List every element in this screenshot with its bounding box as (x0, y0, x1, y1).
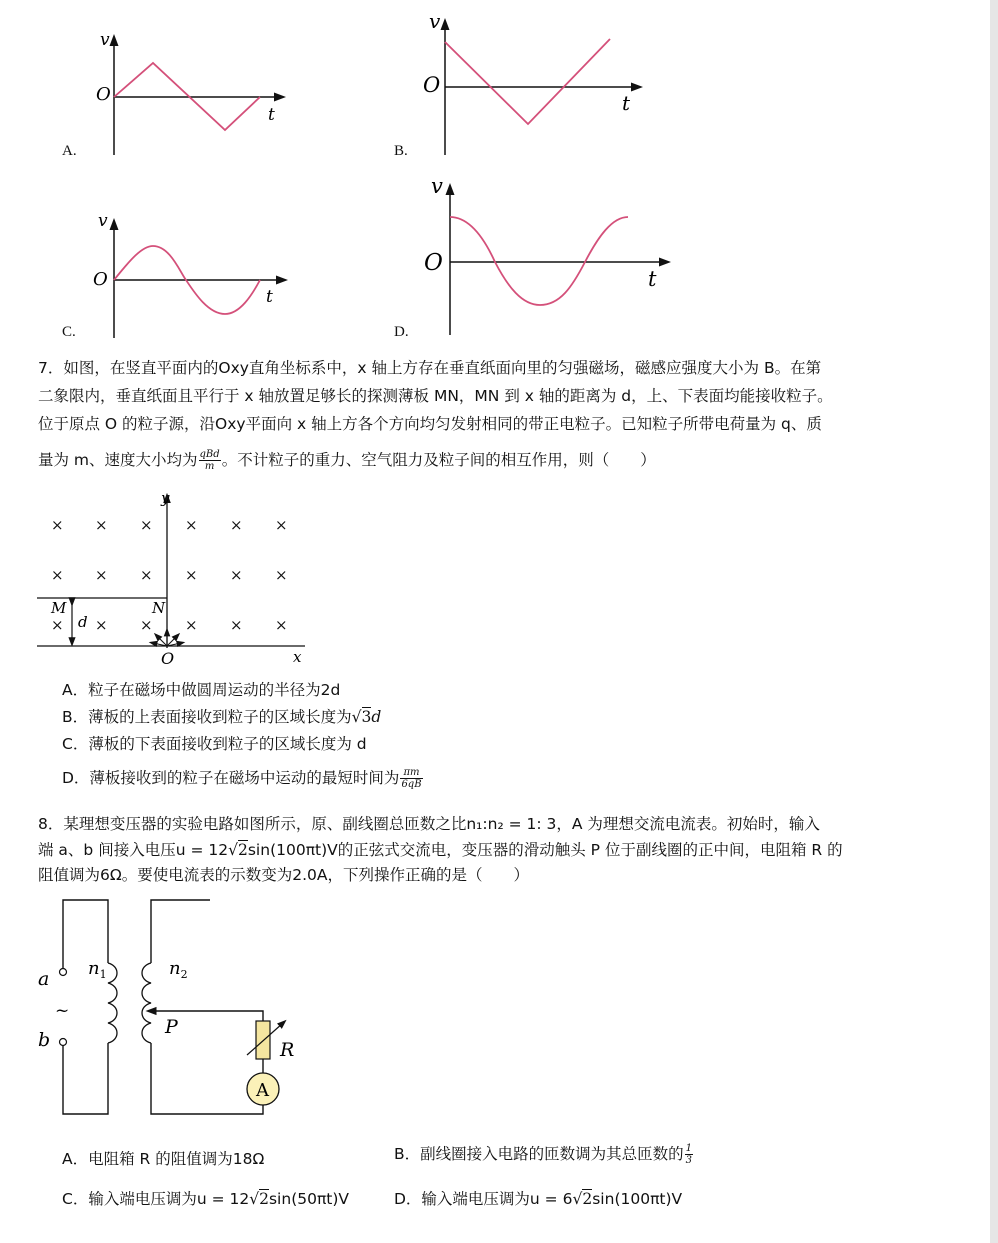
plate-m-label: M (51, 599, 67, 617)
q8-option-a: A．电阻箱 R 的阻值调为18Ω (62, 1150, 265, 1168)
svg-text:×: × (230, 616, 243, 634)
speed-fraction: $\frac{\text{qBd}}{m}$ (199, 449, 220, 472)
svg-text:×: × (275, 516, 288, 534)
time-fraction: $\frac{\pi m}{6qB}$ (401, 767, 422, 790)
q7-magnetic-field-figure (35, 490, 315, 670)
q8-transformer-circuit (35, 893, 315, 1128)
svg-text:×: × (140, 516, 153, 534)
t-axis-label: t (266, 287, 273, 307)
graph-d (420, 175, 680, 340)
svg-text:×: × (140, 616, 153, 634)
v-axis-label: v (431, 174, 443, 198)
svg-text:×: × (51, 566, 64, 584)
graph-a (90, 30, 290, 160)
resistor-r-label: R (280, 1039, 295, 1061)
turns-fraction: $\frac{1}{3}$ (685, 1143, 693, 1166)
ac-source-symbol: ~ (55, 1001, 70, 1021)
q8-option-d: D．输入端电压调为u = 6√2sin(100πt)V (394, 1190, 683, 1208)
origin-label: O (161, 649, 175, 668)
t-axis-label: t (268, 105, 275, 125)
origin-label: O (93, 269, 108, 290)
page-edge-bar (990, 0, 998, 1243)
distance-d-label: d (78, 613, 88, 631)
n1-label: $n_1$ (88, 958, 107, 981)
svg-text:×: × (185, 516, 198, 534)
graph-b-letter: B. (394, 143, 408, 159)
origin-label: O (424, 250, 443, 276)
svg-text:×: × (51, 616, 64, 634)
graph-c-letter: C. (62, 324, 76, 340)
terminal-b-label: b (38, 1029, 51, 1051)
terminal-a (60, 969, 67, 976)
v-axis-label: v (429, 9, 441, 33)
x-axis-label: x (293, 648, 302, 666)
t-axis-label: t (648, 267, 657, 291)
t-axis-label: t (622, 91, 631, 115)
q7-line-2: 二象限内，垂直纸面且平行于 x 轴放置足够长的探测薄板 MN，MN 到 x 轴的距离为 d，上、下表面均能接收粒子。 (38, 387, 833, 405)
graph-b (415, 9, 655, 162)
ammeter-label: A (256, 1080, 269, 1101)
v-axis-label: v (100, 30, 110, 50)
n2-label: $n_2$ (169, 958, 188, 981)
graph-c (90, 210, 290, 340)
svg-text:×: × (95, 616, 108, 634)
svg-text:×: × (230, 516, 243, 534)
q8-line-3: 阻值调为6Ω。要使电流表的示数变为2.0A，下列操作正确的是（ ） (38, 866, 529, 884)
svg-text:×: × (275, 616, 288, 634)
q7-line-1: 7．如图，在竖直平面内的Oxy直角坐标系中，x 轴上方存在垂直纸面向里的匀强磁场，磁感应强度大小为 B。在第 (38, 359, 822, 377)
graph-a-letter: A. (62, 143, 77, 159)
q7-option-b: B．薄板的上表面接收到粒子的区域长度为√3d (62, 708, 382, 726)
svg-text:×: × (185, 566, 198, 584)
q8-line-1: 8．某理想变压器的实验电路如图所示，原、副线圈总匝数之比n₁:n₂ = 1: 3，A 为理想交流电流表。初始时，输入 (38, 815, 820, 833)
origin-label: O (96, 84, 111, 105)
q7-option-c: C．薄板的下表面接收到粒子的区域长度为 d (62, 735, 367, 753)
svg-text:×: × (140, 566, 153, 584)
slider-p-label: P (165, 1016, 178, 1038)
q8-line-2: 端 a、b 间接入电压u = 12√2sin(100πt)V的正弦式交流电，变压器的滑动触头 P 位于副线圈的正中间，电阻箱 R 的 (38, 841, 843, 859)
svg-text:×: × (51, 516, 64, 534)
svg-text:×: × (95, 566, 108, 584)
q7-line-3: 位于原点 O 的粒子源，沿Oxy平面向 x 轴上方各个方向均匀发射相同的带正电粒子。已知粒子所带电荷量为 q、质 (38, 415, 822, 433)
terminal-a-label: a (38, 968, 50, 990)
v-axis-label: v (98, 211, 108, 231)
graph-d-letter: D. (394, 324, 409, 340)
y-axis-label: y (161, 489, 170, 507)
plate-n-label: N (152, 599, 166, 617)
q7-option-a: A．粒子在磁场中做圆周运动的半径为2d (62, 681, 341, 699)
svg-text:×: × (275, 566, 288, 584)
q8-option-c: C．输入端电压调为u = 12√2sin(50πt)V (62, 1190, 350, 1208)
q7-line-4: 量为 m、速度大小均为 $\frac{\text{qBd}}{m}$ 。不计粒子的重力、空气阻力及粒子间的相互作用，则（ ） (38, 449, 656, 472)
origin-label: O (423, 73, 441, 97)
svg-text:×: × (185, 616, 198, 634)
q7-option-d: D．薄板接收到的粒子在磁场中运动的最短时间为 $\frac{\pi m}{6qB}$ (62, 767, 422, 790)
svg-text:×: × (230, 566, 243, 584)
q8-option-b: B．副线圈接入电路的匝数调为其总匝数的 $\frac{1}{3}$ (394, 1143, 693, 1166)
source-arrows (153, 632, 181, 646)
terminal-b (60, 1039, 67, 1046)
svg-text:×: × (95, 516, 108, 534)
